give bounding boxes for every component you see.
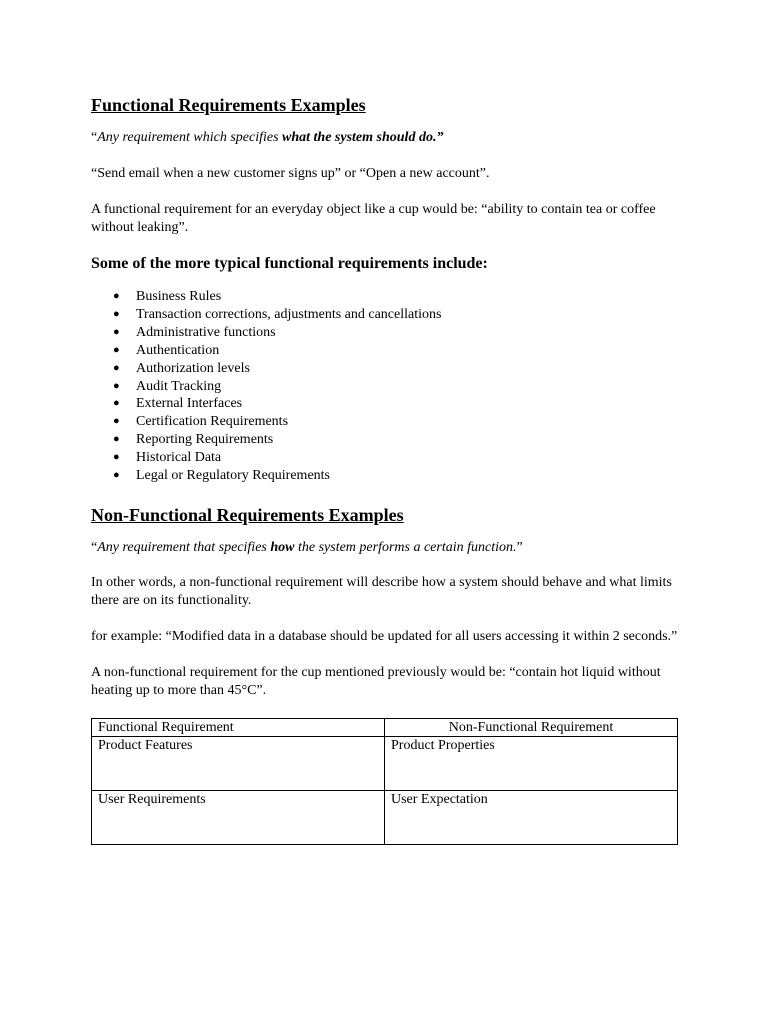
table-header-non-functional: Non-Functional Requirement	[385, 718, 678, 736]
table-row	[92, 790, 678, 844]
list-item-label: Business Rules	[136, 289, 222, 304]
quote-bold-text: what the system should do.”	[282, 130, 444, 145]
list-item	[91, 378, 681, 396]
bullet-icon: ●	[113, 379, 120, 392]
bullet-icon: ●	[113, 397, 120, 410]
list-item	[91, 324, 681, 342]
table-cell: User Requirements	[92, 790, 385, 844]
list-item-label: Audit Tracking	[136, 378, 222, 394]
bullet-icon: ●	[113, 433, 120, 446]
list-item-label: Legal or Regulatory Requirements	[136, 468, 330, 484]
document-page	[91, 92, 681, 845]
non-functional-cup-text: A non-functional requirement for the cup mentioned previously would be: “contain hot liquid without heating up to more than 45°C”.	[91, 664, 661, 698]
list-item	[91, 413, 681, 431]
list-item	[91, 395, 681, 413]
list-item-label: Authorization levels	[136, 360, 250, 376]
list-item	[91, 306, 681, 324]
quote-italic-text: Any requirement that specifies	[97, 539, 271, 555]
table-header-row	[92, 718, 678, 736]
bullet-icon: ●	[113, 343, 120, 356]
list-item-label: Transaction corrections, adjustments and cancellations	[136, 306, 442, 322]
list-item-label: Administrative functions	[136, 324, 276, 340]
list-item-label: Reporting Requirements	[136, 432, 274, 448]
quote-bold-text: how	[270, 539, 295, 555]
functional-list-heading: Some of the more typical functional requirements include:	[91, 255, 488, 272]
section-title-non-functional: Non-Functional Requirements Examples	[91, 504, 404, 525]
quote-italic-text: the system performs a certain function.	[294, 539, 517, 555]
quote-open-mark: “	[91, 539, 98, 555]
bullet-icon: ●	[113, 415, 120, 428]
non-functional-definition-quote	[91, 539, 681, 557]
table-cell: Product Properties	[385, 736, 678, 790]
table-row	[92, 736, 678, 790]
non-functional-in-other-words: In other words, a non-functional requirement will describe how a system should behave and what limits there are on its functionality.	[91, 574, 672, 608]
list-item-label: Authentication	[136, 342, 220, 358]
bullet-icon: ●	[113, 325, 120, 338]
bullet-icon: ●	[113, 361, 120, 374]
table-header-functional: Functional Requirement	[92, 718, 385, 736]
functional-definition-quote	[91, 129, 681, 147]
bullet-icon: ●	[113, 469, 120, 482]
list-item	[91, 342, 681, 360]
section-title-functional: Functional Requirements Examples	[91, 95, 366, 115]
quote-open-mark: “	[91, 130, 98, 145]
functional-cup-text: A functional requirement for an everyday object like a cup would be: “ability to contain tea or coffee without leaking”.	[91, 202, 656, 235]
functional-requirements-list	[91, 288, 681, 485]
bullet-icon: ●	[113, 307, 120, 320]
quote-close-mark: ”	[516, 539, 523, 555]
list-item-label: External Interfaces	[136, 396, 243, 412]
table-cell: Product Features	[92, 736, 385, 790]
quote-italic-text: Any requirement which specifies	[97, 130, 283, 145]
table-cell: User Expectation	[385, 790, 678, 844]
list-item	[91, 467, 681, 485]
list-item-label: Historical Data	[136, 450, 222, 466]
list-item	[91, 288, 681, 306]
functional-examples-text: “Send email when a new customer signs up” or “Open a new account”.	[91, 166, 490, 181]
bullet-icon: ●	[113, 451, 120, 464]
list-item-label: Certification Requirements	[136, 414, 289, 430]
list-item	[91, 449, 681, 467]
bullet-icon: ●	[113, 290, 120, 302]
list-item	[91, 360, 681, 378]
comparison-table	[91, 718, 678, 845]
non-functional-example-text: for example: “Modified data in a database should be updated for all users accessing it within 2 seconds.”	[91, 628, 678, 644]
list-item	[91, 431, 681, 449]
